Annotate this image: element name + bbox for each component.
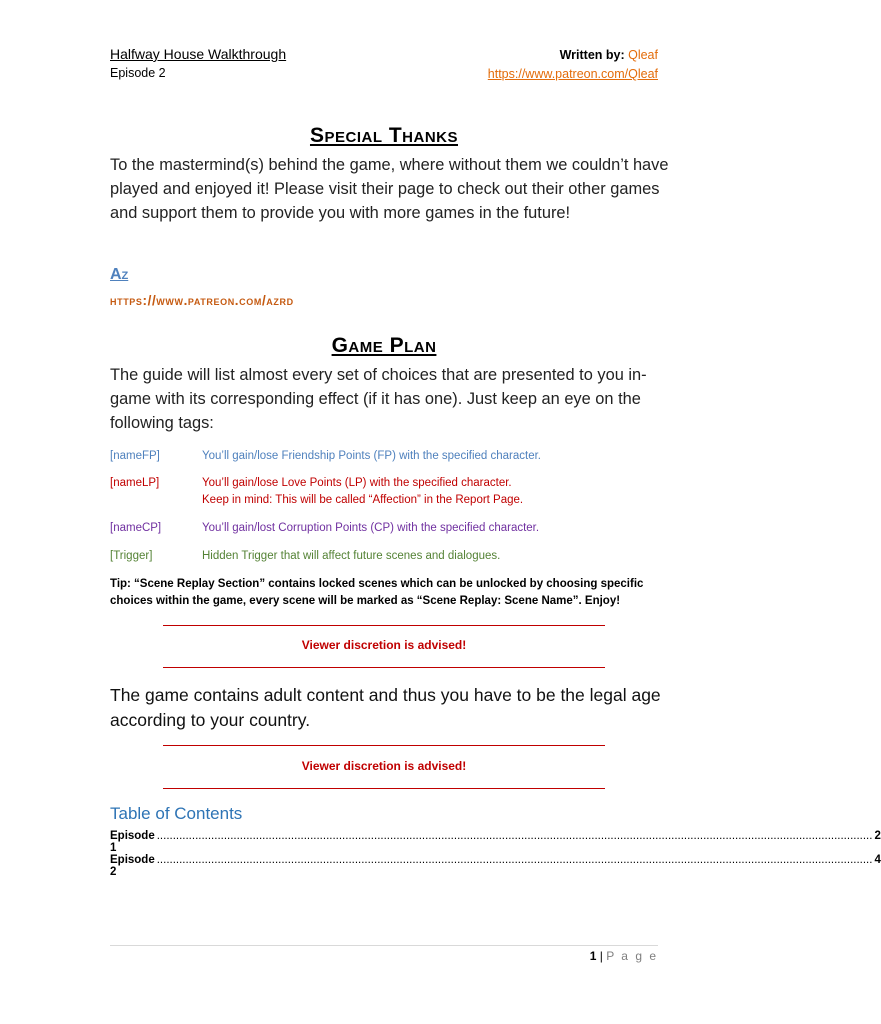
toc-entry-page: 4 — [874, 854, 881, 866]
toc-title: Table of Contents — [110, 804, 243, 823]
creator-name-link[interactable]: Az — [110, 266, 129, 283]
page-label: P a g e — [606, 949, 658, 963]
divider-line — [163, 667, 605, 668]
tag-row-fp — [110, 448, 670, 466]
game-plan-text: The guide will list almost every set of choices that are presented to you in-game with its corresponding effect (if it has one). Just keep an eye on the following tags: — [110, 366, 647, 432]
author-patreon-link[interactable]: https://www.patreon.com/Qleaf — [487, 67, 658, 81]
tag-description: You’ll gain/lost Corruption Points (CP) with the specified character. — [202, 522, 540, 534]
special-thanks-heading: Special Thanks — [309, 124, 458, 147]
episode-label: Episode 2 — [110, 66, 166, 80]
page-separator: | — [599, 949, 603, 963]
document-title: Halfway House Walkthrough — [110, 46, 287, 62]
tag-row-lp — [110, 475, 670, 511]
discretion-notice: Viewer discretion is advised! — [301, 759, 467, 773]
page-footer — [590, 949, 658, 963]
tag-key: [nameLP] — [110, 477, 160, 489]
tag-description: You’ll gain/lose Friendship Points (FP) with the specified character. — [202, 450, 541, 462]
footer-divider — [110, 945, 658, 946]
toc-leader-dots: ................................................................................................................................................................................................................................ — [156, 830, 873, 842]
page-number: 1 — [589, 949, 597, 963]
author-name: Qleaf — [628, 48, 658, 62]
toc-entry-page: 2 — [874, 830, 881, 842]
toc-entry-label: Episode 2 — [110, 854, 155, 878]
toc-entry-episode-1[interactable] — [110, 830, 881, 854]
written-by — [560, 48, 658, 62]
game-plan-heading: Game Plan — [331, 334, 437, 357]
toc-entry-label: Episode 1 — [110, 830, 155, 854]
special-thanks-text: To the mastermind(s) behind the game, where without them we couldn’t have played and enjoyed it! Please visit their page to check out their other games and support them to provide you with more games in the future! — [110, 156, 669, 222]
written-by-label: Written by: — [559, 48, 625, 62]
adult-content-notice: The game contains adult content and thus you have to be the legal age according to your country. — [110, 685, 661, 730]
divider-line — [163, 745, 605, 746]
divider-line — [163, 788, 605, 789]
tag-key: [nameCP] — [110, 522, 162, 534]
tag-row-cp — [110, 520, 670, 538]
creator-patreon-link[interactable]: https://www.patreon.com/azrd — [110, 293, 294, 308]
tag-key: [Trigger] — [110, 550, 153, 562]
toc-leader-dots: ................................................................................................................................................................................................................................ — [156, 854, 873, 866]
tag-description-note: Keep in mind: This will be called “Affection” in the Report Page. — [202, 494, 524, 506]
tag-row-trigger — [110, 548, 670, 566]
tag-key: [nameFP] — [110, 450, 160, 462]
discretion-notice: Viewer discretion is advised! — [301, 638, 467, 652]
tag-description: Hidden Trigger that will affect future scenes and dialogues. — [202, 550, 501, 562]
tip-text: Tip: “Scene Replay Section” contains locked scenes which can be unlocked by choosing specific choices within the game, every scene will be marked as “Scene Replay: Scene Name”. Enjoy! — [110, 578, 644, 607]
divider-line — [163, 625, 605, 626]
toc-entry-episode-2[interactable] — [110, 854, 881, 878]
tag-description: You’ll gain/lose Love Points (LP) with the specified character. — [202, 477, 512, 489]
